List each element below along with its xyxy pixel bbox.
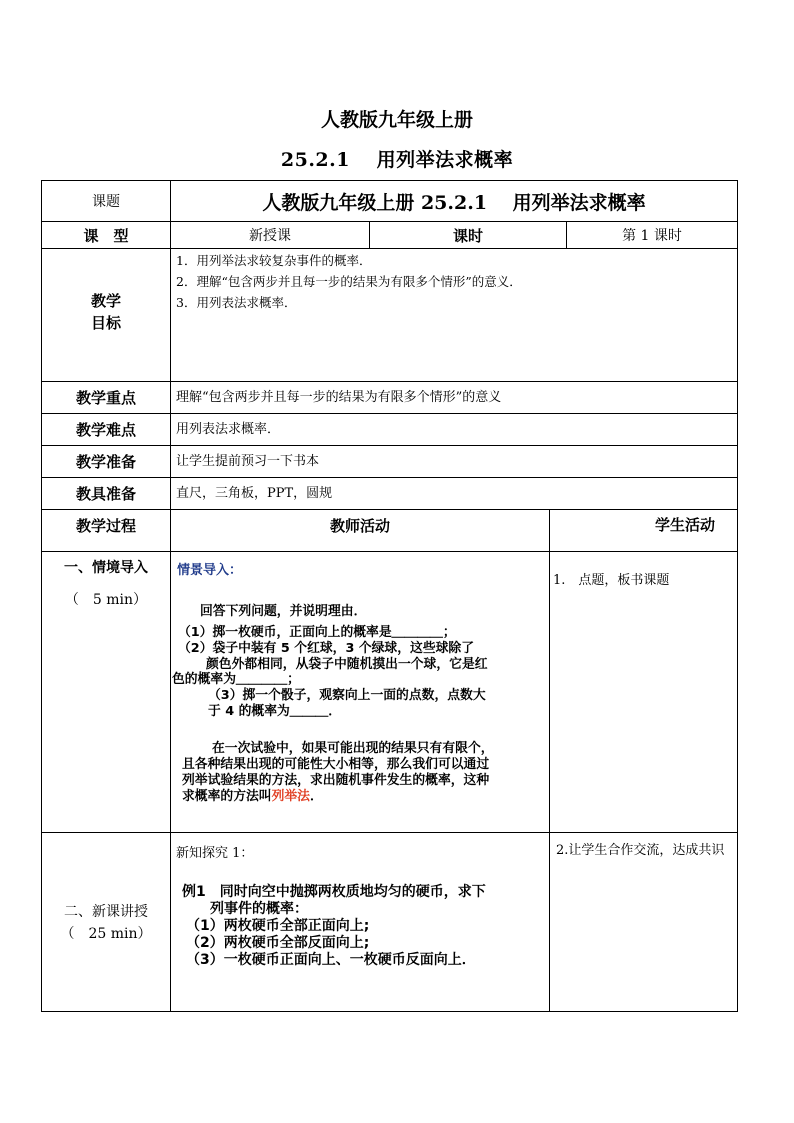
key-label: 教学重点: [75, 389, 136, 407]
goal-item: 2．理解“包含两步并且每一步的结果为有限多个情形”的意义．: [176, 274, 522, 289]
difficulty-label: 教学难点: [75, 421, 136, 439]
step2-example-a: 例1 同时向空中抛掷两枚质地均匀的硬币，求下: [182, 884, 486, 900]
key-value: 理解“包含两步并且每一步的结果为有限多个情形”的意义: [176, 390, 502, 405]
step1-question-1: （1）掷一枚硬币，正面向上的概率是＿＿＿＿；: [178, 625, 456, 640]
step1-definition-text: 求概率的方法叫: [182, 789, 272, 804]
goal-item: 3．用列表法求概率．: [176, 295, 297, 310]
prep-value: 让学生提前预习一下书本: [176, 454, 320, 469]
topic-label: 课题: [92, 194, 120, 210]
goal-label: [42, 290, 170, 334]
teacher-column-header: 教师活动: [329, 516, 390, 535]
hours-value: 第 1 课时: [622, 228, 682, 244]
goal-list: [176, 250, 732, 313]
step2-student-activity: 2.让学生合作交流，达成共识: [556, 843, 725, 858]
difficulty-value: 用列表法求概率．: [176, 422, 281, 437]
step2-example-item-2: （2）两枚硬币全部反面向上;: [186, 935, 370, 951]
type-value: 新授课: [249, 228, 291, 244]
student-column-header: 学生活动: [654, 516, 715, 534]
process-column-header: 教学过程: [75, 516, 136, 535]
tools-label: 教具准备: [75, 485, 136, 503]
step2-heading: 新知探究 1：: [176, 846, 254, 861]
step1-intro: 回答下列问题，并说明理由．: [200, 604, 367, 619]
step1-question-2a: （2）袋子中装有 5 个红球，3 个绿球，这些球除了: [178, 641, 475, 656]
step1-question-2c: 色的概率为＿＿＿＿；: [172, 672, 300, 687]
step2-title: 二、新课讲授: [64, 904, 148, 920]
step1-definition-end: ．: [309, 789, 323, 804]
step1-definition-a: 在一次试验中，如果可能出现的结果只有有限个，: [212, 741, 494, 756]
step1-definition-term: 列举法: [271, 789, 310, 804]
step1-definition-b: 且各种结果出现的可能性大小相等，那么我们可以通过: [182, 757, 490, 772]
step2-example-item-1: （1）两枚硬币全部正面向上;: [186, 918, 370, 934]
step2-example-item-3: （3）一枚硬币正面向上、一枚硬币反面向上．: [186, 952, 476, 968]
goal-label-line-1: 教学: [90, 292, 121, 310]
step1-question-2b: 颜色外都相同，从袋子中随机摸出一个球，它是红: [206, 657, 488, 672]
step1-title: 一、情境导入: [64, 560, 148, 576]
prep-label: 教学准备: [75, 453, 136, 471]
step1-student-activity: 1. 点题，板书课题: [553, 573, 670, 588]
type-label: 课 型: [83, 226, 129, 245]
step1-definition-c: 列举试验结果的方法，求出随机事件发生的概率，这种: [182, 773, 490, 788]
document-title: 人教版九年级上册: [320, 109, 473, 131]
step1-question-3b: 于 4 的概率为＿＿＿．: [208, 704, 341, 719]
document-subtitle: 25.2.1 用列举法求概率: [280, 149, 514, 171]
step1-definition-d: [182, 788, 323, 805]
hours-label: 课时: [452, 226, 483, 245]
step2-example-b: 列事件的概率：: [210, 901, 308, 917]
step2-time: （ 25 min）: [60, 926, 152, 942]
goal-item: 1．用列举法求较复杂事件的概率．: [176, 253, 372, 268]
goal-label-line-2: 目标: [90, 314, 121, 332]
step1-question-3a: （3）掷一个骰子，观察向上一面的点数，点数大: [208, 688, 486, 703]
tools-value: 直尺，三角板，PPT，圆规: [176, 486, 333, 501]
topic-value: 人教版九年级上册 25.2.1 用列举法求概率: [262, 191, 646, 214]
step1-heading: 情景导入：: [177, 563, 243, 578]
step1-time: （ 5 min）: [64, 592, 148, 608]
